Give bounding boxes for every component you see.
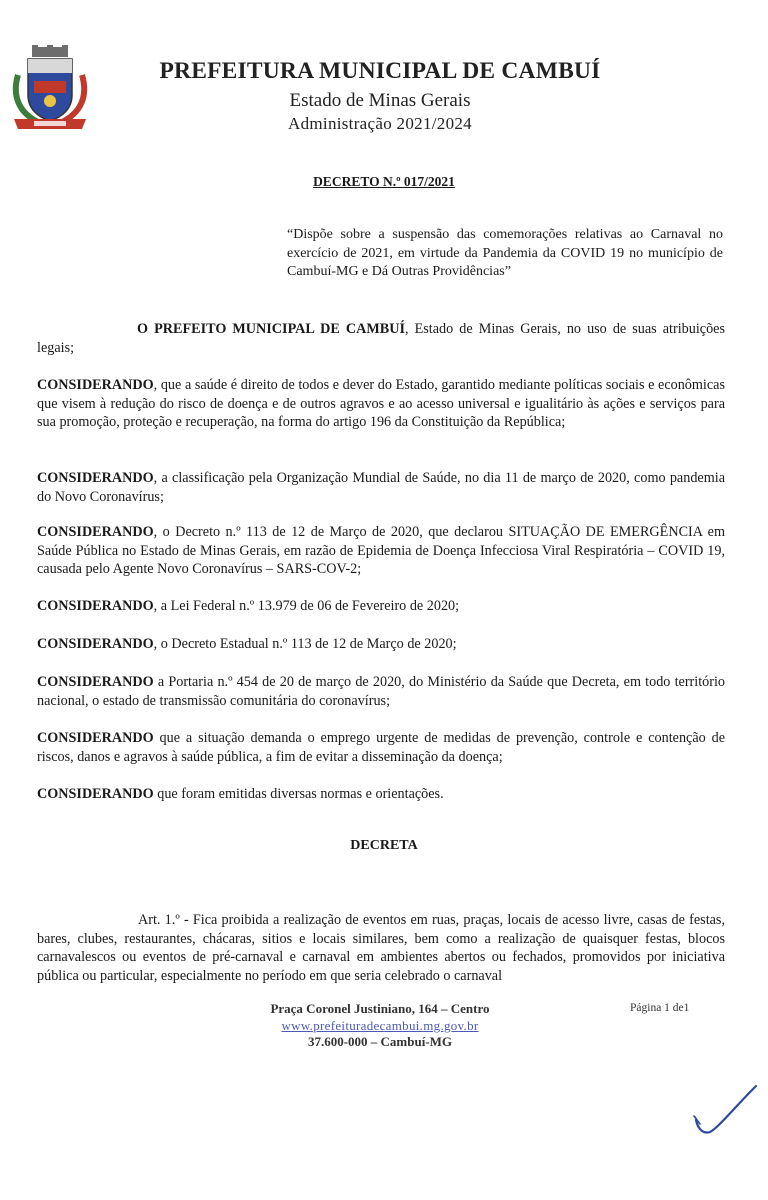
preamble-text: , Estado de Minas Gerais, no uso de suas atribuições legais; <box>37 321 725 356</box>
considerando-lead: CONSIDERANDO <box>37 730 154 746</box>
decree-summary: “Dispõe sobre a suspensão das comemorações relativas ao Carnaval no exercício de 2021, em virtude da Pandemia da COVID 19 no município de Cambuí-MG e Dá Outras Providências” <box>287 227 723 279</box>
decree-number: DECRETO N.º 017/2021 <box>313 174 455 189</box>
footer-cep: 37.600-000 – Cambuí-MG <box>307 1034 453 1049</box>
considerando-text: , a classificação pela Organização Mundial de Saúde, no dia 11 de março de 2020, como pandemia do Novo Coronavírus; <box>37 470 725 505</box>
footer-address: Praça Coronel Justiniano, 164 – Centro <box>270 1001 490 1016</box>
considerando-text: , que a saúde é direito de todos e dever do Estado, garantido mediante políticas sociais e econômicas que visem à redução do risco de doença e de outros agravos e ao acesso universal e igualitário às ações e serviços para sua promoção, proteção e recuperação, na forma do artigo 196 da Constituição da República; <box>37 377 725 430</box>
considerando-lead: CONSIDERANDO <box>37 786 154 802</box>
considerando-paragraph <box>37 376 725 432</box>
considerando-paragraph <box>37 635 725 654</box>
considerando-paragraph <box>37 597 725 616</box>
administration-period: Administração 2021/2024 <box>288 114 472 133</box>
coat-of-arms-icon <box>10 45 90 130</box>
considerando-text: que foram emitidas diversas normas e orientações. <box>153 786 444 802</box>
state-name: Estado de Minas Gerais <box>289 90 471 111</box>
considerando-lead: CONSIDERANDO <box>37 674 154 690</box>
municipality-title: PREFEITURA MUNICIPAL DE CAMBUÍ <box>159 58 601 84</box>
considerando-text: que a situação demanda o emprego urgente de medidas de prevenção, controle e contenção de riscos, danos e agravos à saúde pública, a fim de evitar a disseminação da doença; <box>37 730 725 765</box>
footer-website-link[interactable]: www.prefeituradecambui.mg.gov.br <box>281 1018 479 1033</box>
considerando-paragraph <box>37 729 725 766</box>
considerando-text: a Portaria n.º 454 de 20 de março de 2020, do Ministério da Saúde que Decreta, em todo território nacional, o estado de transmissão comunitária do coronavírus; <box>37 674 725 709</box>
considerando-paragraph <box>37 523 725 579</box>
decreta-heading: DECRETA <box>350 838 418 853</box>
considerando-paragraph <box>37 673 725 710</box>
handwritten-checkmark-icon <box>690 1080 760 1140</box>
considerando-text: , a Lei Federal n.º 13.979 de 06 de Fevereiro de 2020; <box>153 598 460 614</box>
page-number: Página 1 de1 <box>630 1002 690 1014</box>
preamble <box>37 320 725 357</box>
preamble-lead: O PREFEITO MUNICIPAL DE CAMBUÍ <box>137 321 406 337</box>
considerando-lead: CONSIDERANDO <box>37 377 154 393</box>
article-1: Art. 1.º - Fica proibida a realização de eventos em ruas, praças, locais de acesso livre, casas de festas, bares, clubes, restaurantes, chácaras, sitios e locais similares, bem como a realização de quaisquer festas, blocos carnavalescos ou eventos de pré-carnaval e carnaval em ambientes abertos ou fechados, promovidos por iniciativa pública ou particular, especialmente no período em que seria celebrado o carnaval <box>37 912 725 984</box>
considerando-lead: CONSIDERANDO <box>37 598 154 614</box>
considerando-paragraph <box>37 469 725 506</box>
considerando-lead: CONSIDERANDO <box>37 524 154 540</box>
considerando-text: , o Decreto n.º 113 de 12 de Março de 2020, que declarou SITUAÇÃO DE EMERGÊNCIA em Saúde Pública no Estado de Minas Gerais, em razão de Epidemia de Doença Infecciosa Viral Respiratória – COVID 19, causada pelo Agente Novo Coronavírus – SARS-COV-2; <box>37 524 725 577</box>
considerando-lead: CONSIDERANDO <box>37 636 154 652</box>
considerando-text: , o Decreto Estadual n.º 113 de 12 de Março de 2020; <box>153 636 457 652</box>
considerando-paragraph <box>37 785 725 804</box>
considerando-lead: CONSIDERANDO <box>37 470 154 486</box>
